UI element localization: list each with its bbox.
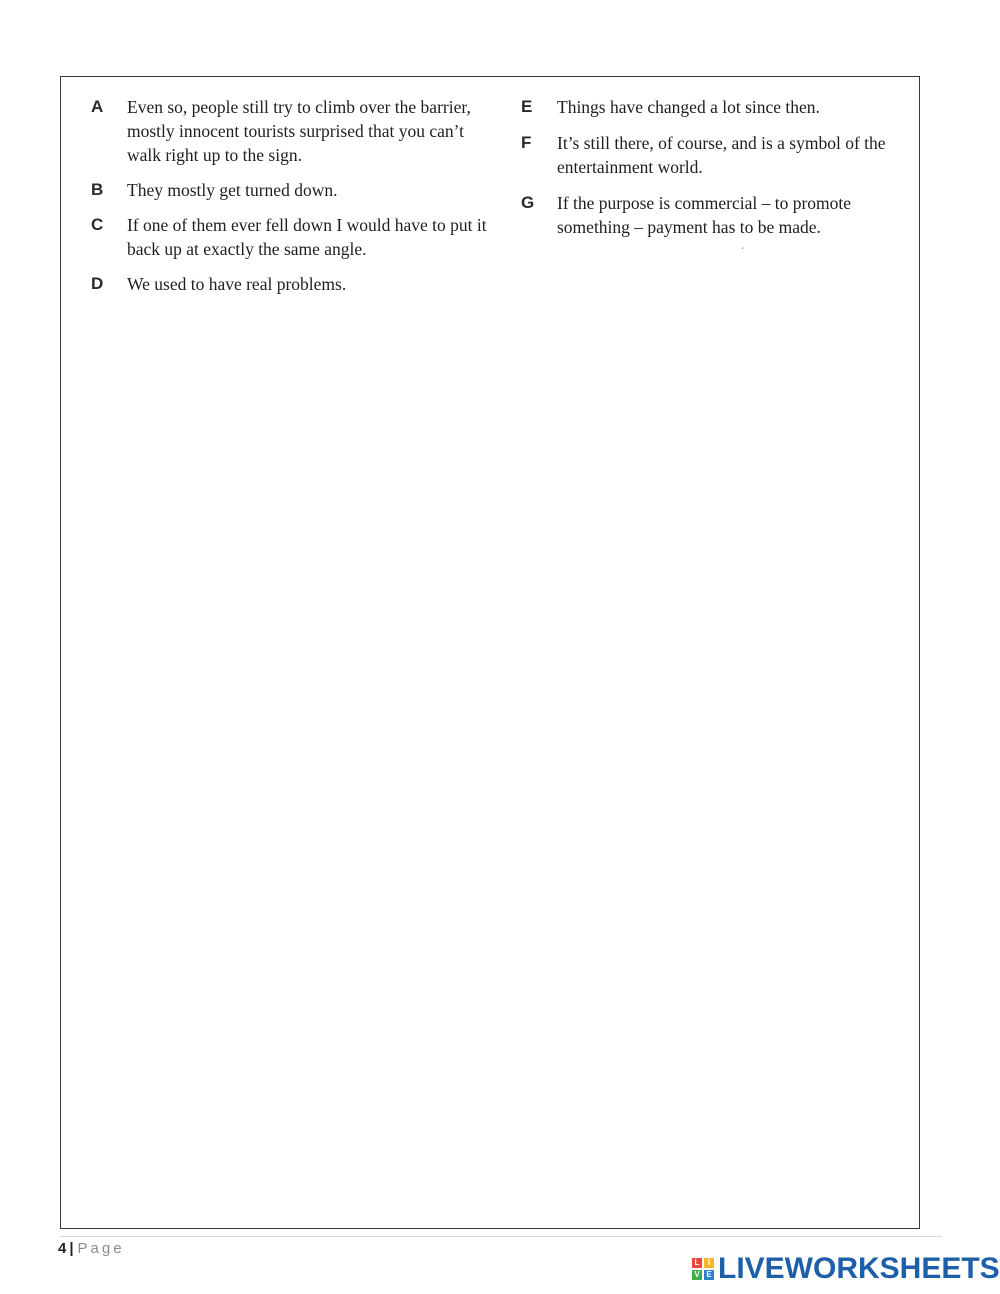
option-text: We used to have real problems. xyxy=(127,274,347,294)
liveworksheets-brand xyxy=(692,1252,1000,1286)
option-d xyxy=(91,272,491,296)
option-letter: A xyxy=(91,97,104,116)
option-text: If the purpose is commercial – to promote something – payment has to be made. xyxy=(557,193,852,237)
option-letter: E xyxy=(521,97,533,116)
logo-letter: L xyxy=(692,1258,702,1268)
worksheet-frame xyxy=(60,76,920,1229)
option-letter: G xyxy=(521,193,535,212)
logo-letter: V xyxy=(692,1270,702,1280)
option-e xyxy=(521,95,901,119)
logo-letter: E xyxy=(704,1270,714,1280)
brand-name: LIVEWORKSHEETS xyxy=(718,1252,1000,1285)
option-text: It’s still there, of course, and is a symbol of the entertainment world. xyxy=(557,133,886,177)
page-number-footer xyxy=(58,1240,125,1257)
option-letter: D xyxy=(91,274,104,293)
page-number: 4 xyxy=(58,1240,67,1257)
option-letter: F xyxy=(521,133,532,152)
options-right-column xyxy=(521,95,901,251)
option-f xyxy=(521,131,901,179)
page-word: Page xyxy=(77,1240,125,1257)
option-text: If one of them ever fell down I would have to put it back up at exactly the same angle. xyxy=(127,215,487,259)
option-a xyxy=(91,95,491,167)
option-text: Things have changed a lot since then. xyxy=(557,97,820,117)
option-c xyxy=(91,213,491,261)
liveworksheets-logo-icon xyxy=(692,1258,714,1280)
option-text: They mostly get turned down. xyxy=(127,180,338,200)
footer-divider xyxy=(60,1236,942,1237)
options-left-column xyxy=(91,95,491,307)
option-letter: C xyxy=(91,215,104,234)
option-text: Even so, people still try to climb over the barrier, mostly innocent tourists surprised that you can’t walk right up to the sign. xyxy=(127,97,471,165)
option-letter: B xyxy=(91,180,104,199)
option-g xyxy=(521,191,901,239)
stray-mark: ´ xyxy=(741,247,745,258)
logo-letter: I xyxy=(704,1258,714,1268)
page-separator: | xyxy=(69,1240,74,1257)
option-b xyxy=(91,178,491,202)
